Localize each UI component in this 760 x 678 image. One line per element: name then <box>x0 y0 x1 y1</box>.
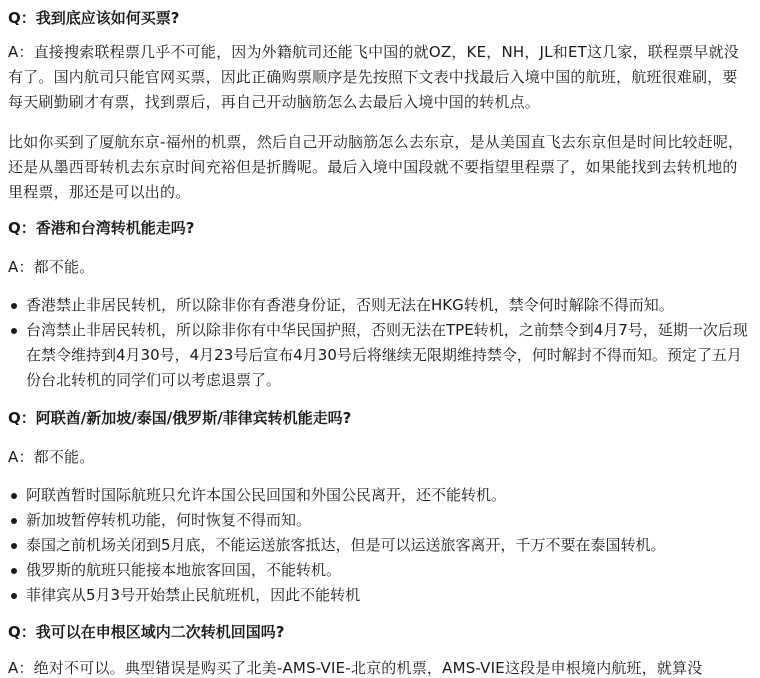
list-item: 俄罗斯的航班只能接本地旅客回国，不能转机。 <box>8 558 752 583</box>
faq-answer-short: A：都不能。 <box>8 448 95 466</box>
list-item: 新加坡暂停转机功能，何时恢复不得而知。 <box>8 508 752 533</box>
list-item: 台湾禁止非居民转机，所以除非你有中华民国护照，否则无法在TPE转机，之前禁令到4月7号，延期一次后现在禁令维持到4月30号，4月23号后宣布4月30号后将继续无限期维持禁令，何时解封不得而知。预定了五月份台北转机的同学们可以考虑退票了。 <box>8 318 752 393</box>
bullet-list <box>8 483 752 608</box>
list-item: 香港禁止非居民转机，所以除非你有香港身份证，否则无法在HKG转机，禁令何时解除不得而知。 <box>8 293 752 318</box>
faq-question-buy-ticket: Q：我到底应该如何买票? <box>8 9 180 27</box>
faq-answer-short: A：都不能。 <box>8 258 95 276</box>
list-item: 泰国之前机场关闭到5月底，不能运送旅客抵达，但是可以运送旅客离开，千万不要在泰国转机。 <box>8 533 752 558</box>
list-item: 阿联酋暂时国际航班只允许本国公民回国和外国公民离开，还不能转机。 <box>8 483 752 508</box>
faq-question-schengen-transit: Q：我可以在申根区域内二次转机回国吗? <box>8 623 285 641</box>
bullet-list <box>8 293 752 393</box>
list-item: 菲律宾从5月3号开始禁止民航班机，因此不能转机 <box>8 583 752 608</box>
faq-answer-paragraph: 比如你买到了厦航东京-福州的机票，然后自己开动脑筋怎么去东京，是从美国直飞去东京但是时间比较赶呢，还是从墨西哥转机去东京时间充裕但是折腾呢。最后入境中国段就不要指望里程票了，如果能找到去转机地的里程票，那还是可以出的。 <box>8 133 744 201</box>
faq-question-other-transit: Q：阿联酋/新加坡/泰国/俄罗斯/菲律宾转机能走吗? <box>8 409 352 427</box>
faq-answer-paragraph: A：直接搜索联程票几乎不可能，因为外籍航司还能飞中国的就OZ，KE，NH，JL和ET这几家，联程票早就没有了。国内航司只能官网买票，因此正确购票顺序是先按照下文表中找最后入境中国的航班，航班很难刷，要每天刷勤刷才有票，找到票后，再自己开动脑筋怎么去最后入境中国的转机点。 <box>8 43 739 111</box>
faq-question-hk-tw-transit: Q：香港和台湾转机能走吗? <box>8 219 195 237</box>
faq-answer-paragraph: A：绝对不可以。典型错误是购买了北美-AMS-VIE-北京的机票，AMS-VIE这段是申根境内航班，就算没 <box>8 659 703 677</box>
